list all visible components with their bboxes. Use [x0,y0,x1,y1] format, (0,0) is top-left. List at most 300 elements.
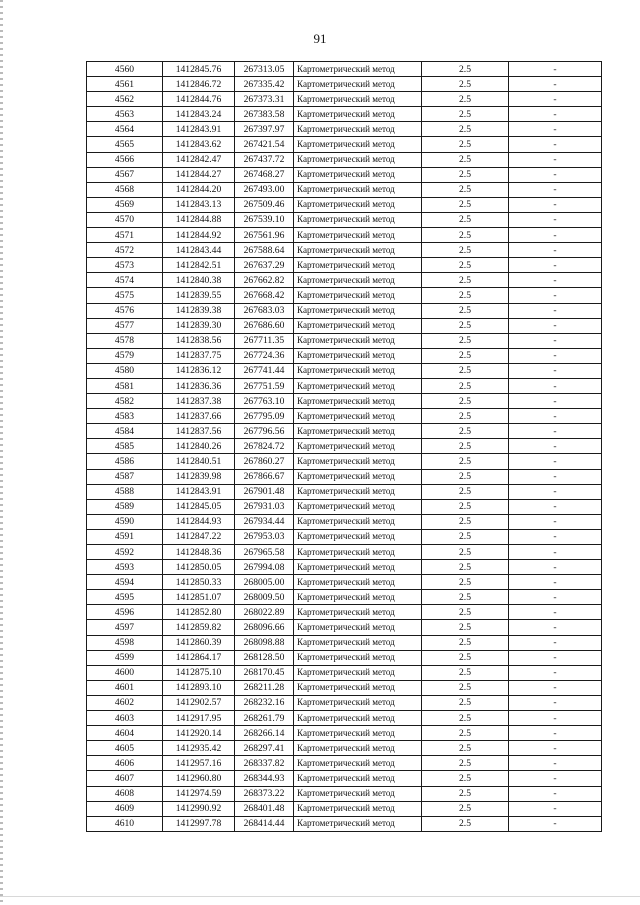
method-cell: Картометрический метод [294,741,422,756]
note-cell: - [509,424,602,439]
y-coordinate-cell: 267901.48 [235,484,294,499]
accuracy-cell: 2.5 [422,499,509,514]
method-cell: Картометрический метод [294,499,422,514]
x-coordinate-cell: 1412843.44 [163,243,235,258]
note-cell: - [509,273,602,288]
method-cell: Картометрический метод [294,258,422,273]
y-coordinate-cell: 267313.05 [235,62,294,77]
x-coordinate-cell: 1412843.24 [163,107,235,122]
method-cell: Картометрический метод [294,152,422,167]
y-coordinate-cell: 267668.42 [235,288,294,303]
accuracy-cell: 2.5 [422,152,509,167]
point-number-cell: 4606 [87,756,163,771]
table-row [87,726,602,741]
x-coordinate-cell: 1412837.56 [163,424,235,439]
table-row [87,318,602,333]
method-cell: Картометрический метод [294,439,422,454]
method-cell: Картометрический метод [294,378,422,393]
accuracy-cell: 2.5 [422,439,509,454]
x-coordinate-cell: 1412974.59 [163,786,235,801]
x-coordinate-cell: 1412844.88 [163,212,235,227]
table-row [87,439,602,454]
accuracy-cell: 2.5 [422,560,509,575]
x-coordinate-cell: 1412839.30 [163,318,235,333]
note-cell: - [509,167,602,182]
y-coordinate-cell: 267824.72 [235,439,294,454]
y-coordinate-cell: 267397.97 [235,122,294,137]
point-number-cell: 4578 [87,333,163,348]
table-row [87,333,602,348]
table-row [87,409,602,424]
y-coordinate-cell: 268128.50 [235,650,294,665]
point-number-cell: 4573 [87,258,163,273]
x-coordinate-cell: 1412847.22 [163,529,235,544]
point-number-cell: 4596 [87,605,163,620]
y-coordinate-cell: 268022.89 [235,605,294,620]
point-number-cell: 4569 [87,197,163,212]
table-row [87,258,602,273]
point-number-cell: 4583 [87,409,163,424]
table-row [87,605,602,620]
x-coordinate-cell: 1412843.91 [163,484,235,499]
point-number-cell: 4577 [87,318,163,333]
point-number-cell: 4585 [87,439,163,454]
note-cell: - [509,560,602,575]
note-cell: - [509,454,602,469]
table-row [87,167,602,182]
x-coordinate-cell: 1412843.13 [163,197,235,212]
table-row [87,394,602,409]
accuracy-cell: 2.5 [422,92,509,107]
method-cell: Картометрический метод [294,107,422,122]
y-coordinate-cell: 267751.59 [235,378,294,393]
y-coordinate-cell: 267953.03 [235,529,294,544]
accuracy-cell: 2.5 [422,756,509,771]
point-number-cell: 4568 [87,182,163,197]
point-number-cell: 4580 [87,363,163,378]
y-coordinate-cell: 268232.16 [235,695,294,710]
x-coordinate-cell: 1412836.12 [163,363,235,378]
method-cell: Картометрический метод [294,605,422,620]
x-coordinate-cell: 1412839.98 [163,469,235,484]
accuracy-cell: 2.5 [422,62,509,77]
point-number-cell: 4601 [87,680,163,695]
note-cell: - [509,122,602,137]
accuracy-cell: 2.5 [422,816,509,831]
y-coordinate-cell: 267683.03 [235,303,294,318]
y-coordinate-cell: 268414.44 [235,816,294,831]
accuracy-cell: 2.5 [422,575,509,590]
table-row [87,378,602,393]
table-row [87,786,602,801]
note-cell: - [509,333,602,348]
accuracy-cell: 2.5 [422,243,509,258]
accuracy-cell: 2.5 [422,122,509,137]
note-cell: - [509,303,602,318]
point-number-cell: 4608 [87,786,163,801]
y-coordinate-cell: 267724.36 [235,348,294,363]
x-coordinate-cell: 1412839.38 [163,303,235,318]
y-coordinate-cell: 267637.29 [235,258,294,273]
x-coordinate-cell: 1412997.78 [163,816,235,831]
method-cell: Картометрический метод [294,635,422,650]
table-row [87,650,602,665]
point-number-cell: 4579 [87,348,163,363]
note-cell: - [509,92,602,107]
point-number-cell: 4584 [87,424,163,439]
method-cell: Картометрический метод [294,711,422,726]
point-number-cell: 4574 [87,273,163,288]
y-coordinate-cell: 268098.88 [235,635,294,650]
accuracy-cell: 2.5 [422,107,509,122]
x-coordinate-cell: 1412875.10 [163,665,235,680]
point-number-cell: 4570 [87,212,163,227]
point-number-cell: 4590 [87,514,163,529]
note-cell: - [509,514,602,529]
accuracy-cell: 2.5 [422,726,509,741]
y-coordinate-cell: 268344.93 [235,771,294,786]
note-cell: - [509,816,602,831]
note-cell: - [509,605,602,620]
accuracy-cell: 2.5 [422,484,509,499]
note-cell: - [509,152,602,167]
point-number-cell: 4602 [87,695,163,710]
x-coordinate-cell: 1412960.80 [163,771,235,786]
point-number-cell: 4581 [87,378,163,393]
table-row [87,499,602,514]
method-cell: Картометрический метод [294,529,422,544]
table-row [87,484,602,499]
point-number-cell: 4572 [87,243,163,258]
method-cell: Картометрический метод [294,303,422,318]
method-cell: Картометрический метод [294,590,422,605]
table-body [87,62,602,832]
table-row [87,529,602,544]
accuracy-cell: 2.5 [422,695,509,710]
table-row [87,152,602,167]
y-coordinate-cell: 267796.56 [235,424,294,439]
table-row [87,454,602,469]
table-row [87,711,602,726]
x-coordinate-cell: 1412836.36 [163,378,235,393]
point-number-cell: 4588 [87,484,163,499]
accuracy-cell: 2.5 [422,228,509,243]
point-number-cell: 4607 [87,771,163,786]
accuracy-cell: 2.5 [422,378,509,393]
y-coordinate-cell: 267741.44 [235,363,294,378]
y-coordinate-cell: 268009.50 [235,590,294,605]
coordinates-table [86,61,602,832]
note-cell: - [509,786,602,801]
point-number-cell: 4562 [87,92,163,107]
y-coordinate-cell: 268170.45 [235,665,294,680]
method-cell: Картометрический метод [294,288,422,303]
x-coordinate-cell: 1412935.42 [163,741,235,756]
y-coordinate-cell: 267468.27 [235,167,294,182]
table-row [87,122,602,137]
accuracy-cell: 2.5 [422,182,509,197]
method-cell: Картометрический метод [294,650,422,665]
x-coordinate-cell: 1412844.20 [163,182,235,197]
point-number-cell: 4610 [87,816,163,831]
note-cell: - [509,62,602,77]
x-coordinate-cell: 1412851.07 [163,590,235,605]
note-cell: - [509,499,602,514]
note-cell: - [509,243,602,258]
note-cell: - [509,378,602,393]
point-number-cell: 4563 [87,107,163,122]
y-coordinate-cell: 267373.31 [235,92,294,107]
point-number-cell: 4609 [87,801,163,816]
note-cell: - [509,137,602,152]
y-coordinate-cell: 268266.14 [235,726,294,741]
method-cell: Картометрический метод [294,786,422,801]
note-cell: - [509,469,602,484]
y-coordinate-cell: 267588.64 [235,243,294,258]
accuracy-cell: 2.5 [422,348,509,363]
y-coordinate-cell: 267509.46 [235,197,294,212]
x-coordinate-cell: 1412893.10 [163,680,235,695]
note-cell: - [509,484,602,499]
method-cell: Картометрический метод [294,680,422,695]
note-cell: - [509,394,602,409]
table-row [87,228,602,243]
accuracy-cell: 2.5 [422,318,509,333]
table-row [87,243,602,258]
note-cell: - [509,545,602,560]
point-number-cell: 4560 [87,62,163,77]
table-row [87,469,602,484]
x-coordinate-cell: 1412850.33 [163,575,235,590]
table-row [87,197,602,212]
accuracy-cell: 2.5 [422,711,509,726]
x-coordinate-cell: 1412917.95 [163,711,235,726]
accuracy-cell: 2.5 [422,590,509,605]
accuracy-cell: 2.5 [422,635,509,650]
table-row [87,635,602,650]
x-coordinate-cell: 1412842.47 [163,152,235,167]
table-row [87,182,602,197]
table-row [87,545,602,560]
x-coordinate-cell: 1412838.56 [163,333,235,348]
x-coordinate-cell: 1412848.36 [163,545,235,560]
method-cell: Картометрический метод [294,348,422,363]
y-coordinate-cell: 267437.72 [235,152,294,167]
accuracy-cell: 2.5 [422,605,509,620]
note-cell: - [509,318,602,333]
method-cell: Картометрический метод [294,469,422,484]
y-coordinate-cell: 268373.22 [235,786,294,801]
y-coordinate-cell: 267866.67 [235,469,294,484]
table-row [87,107,602,122]
x-coordinate-cell: 1412850.05 [163,560,235,575]
accuracy-cell: 2.5 [422,409,509,424]
table-row [87,560,602,575]
point-number-cell: 4587 [87,469,163,484]
note-cell: - [509,695,602,710]
table-row [87,575,602,590]
note-cell: - [509,665,602,680]
accuracy-cell: 2.5 [422,529,509,544]
table-row [87,212,602,227]
y-coordinate-cell: 268005.00 [235,575,294,590]
note-cell: - [509,348,602,363]
accuracy-cell: 2.5 [422,197,509,212]
point-number-cell: 4566 [87,152,163,167]
accuracy-cell: 2.5 [422,620,509,635]
x-coordinate-cell: 1412845.05 [163,499,235,514]
x-coordinate-cell: 1412844.93 [163,514,235,529]
y-coordinate-cell: 268401.48 [235,801,294,816]
table-row [87,137,602,152]
method-cell: Картометрический метод [294,167,422,182]
point-number-cell: 4582 [87,394,163,409]
accuracy-cell: 2.5 [422,288,509,303]
accuracy-cell: 2.5 [422,303,509,318]
x-coordinate-cell: 1412864.17 [163,650,235,665]
method-cell: Картометрический метод [294,409,422,424]
x-coordinate-cell: 1412990.92 [163,801,235,816]
page-number: 91 [313,31,327,46]
method-cell: Картометрический метод [294,333,422,348]
point-number-cell: 4605 [87,741,163,756]
point-number-cell: 4576 [87,303,163,318]
point-number-cell: 4595 [87,590,163,605]
note-cell: - [509,288,602,303]
accuracy-cell: 2.5 [422,665,509,680]
y-coordinate-cell: 267965.58 [235,545,294,560]
accuracy-cell: 2.5 [422,394,509,409]
point-number-cell: 4594 [87,575,163,590]
table-row [87,303,602,318]
accuracy-cell: 2.5 [422,424,509,439]
point-number-cell: 4589 [87,499,163,514]
scan-footer-line [0,896,640,897]
method-cell: Картометрический метод [294,771,422,786]
method-cell: Картометрический метод [294,122,422,137]
table-row [87,756,602,771]
method-cell: Картометрический метод [294,545,422,560]
method-cell: Картометрический метод [294,620,422,635]
accuracy-cell: 2.5 [422,469,509,484]
method-cell: Картометрический метод [294,816,422,831]
y-coordinate-cell: 267994.08 [235,560,294,575]
note-cell: - [509,575,602,590]
table-row [87,771,602,786]
method-cell: Картометрический метод [294,454,422,469]
x-coordinate-cell: 1412844.76 [163,92,235,107]
point-number-cell: 4575 [87,288,163,303]
note-cell: - [509,212,602,227]
accuracy-cell: 2.5 [422,650,509,665]
point-number-cell: 4598 [87,635,163,650]
y-coordinate-cell: 267931.03 [235,499,294,514]
y-coordinate-cell: 268337.82 [235,756,294,771]
method-cell: Картометрический метод [294,756,422,771]
table-row [87,816,602,831]
method-cell: Картометрический метод [294,560,422,575]
table-row [87,590,602,605]
x-coordinate-cell: 1412920.14 [163,726,235,741]
point-number-cell: 4600 [87,665,163,680]
method-cell: Картометрический метод [294,363,422,378]
note-cell: - [509,756,602,771]
x-coordinate-cell: 1412902.57 [163,695,235,710]
table-row [87,695,602,710]
method-cell: Картометрический метод [294,514,422,529]
accuracy-cell: 2.5 [422,680,509,695]
x-coordinate-cell: 1412837.38 [163,394,235,409]
y-coordinate-cell: 268211.28 [235,680,294,695]
scan-edge-artifact [0,0,3,905]
method-cell: Картометрический метод [294,575,422,590]
point-number-cell: 4561 [87,77,163,92]
point-number-cell: 4571 [87,228,163,243]
point-number-cell: 4593 [87,560,163,575]
note-cell: - [509,771,602,786]
accuracy-cell: 2.5 [422,454,509,469]
method-cell: Картометрический метод [294,484,422,499]
note-cell: - [509,680,602,695]
x-coordinate-cell: 1412852.80 [163,605,235,620]
point-number-cell: 4603 [87,711,163,726]
table-row [87,77,602,92]
method-cell: Картометрический метод [294,182,422,197]
note-cell: - [509,77,602,92]
y-coordinate-cell: 268261.79 [235,711,294,726]
x-coordinate-cell: 1412840.38 [163,273,235,288]
method-cell: Картометрический метод [294,228,422,243]
accuracy-cell: 2.5 [422,741,509,756]
table-row [87,801,602,816]
table-row [87,680,602,695]
y-coordinate-cell: 267539.10 [235,212,294,227]
accuracy-cell: 2.5 [422,545,509,560]
method-cell: Картометрический метод [294,137,422,152]
y-coordinate-cell: 267662.82 [235,273,294,288]
table-row [87,363,602,378]
x-coordinate-cell: 1412859.82 [163,620,235,635]
x-coordinate-cell: 1412843.91 [163,122,235,137]
x-coordinate-cell: 1412844.92 [163,228,235,243]
x-coordinate-cell: 1412837.66 [163,409,235,424]
point-number-cell: 4604 [87,726,163,741]
note-cell: - [509,726,602,741]
method-cell: Картометрический метод [294,424,422,439]
accuracy-cell: 2.5 [422,212,509,227]
method-cell: Картометрический метод [294,726,422,741]
point-number-cell: 4591 [87,529,163,544]
point-number-cell: 4592 [87,545,163,560]
accuracy-cell: 2.5 [422,771,509,786]
method-cell: Картометрический метод [294,801,422,816]
y-coordinate-cell: 267383.58 [235,107,294,122]
accuracy-cell: 2.5 [422,258,509,273]
note-cell: - [509,409,602,424]
accuracy-cell: 2.5 [422,801,509,816]
note-cell: - [509,711,602,726]
note-cell: - [509,741,602,756]
y-coordinate-cell: 267561.96 [235,228,294,243]
y-coordinate-cell: 268096.66 [235,620,294,635]
method-cell: Картометрический метод [294,92,422,107]
method-cell: Картометрический метод [294,695,422,710]
note-cell: - [509,107,602,122]
y-coordinate-cell: 267421.54 [235,137,294,152]
note-cell: - [509,182,602,197]
y-coordinate-cell: 267795.09 [235,409,294,424]
note-cell: - [509,363,602,378]
